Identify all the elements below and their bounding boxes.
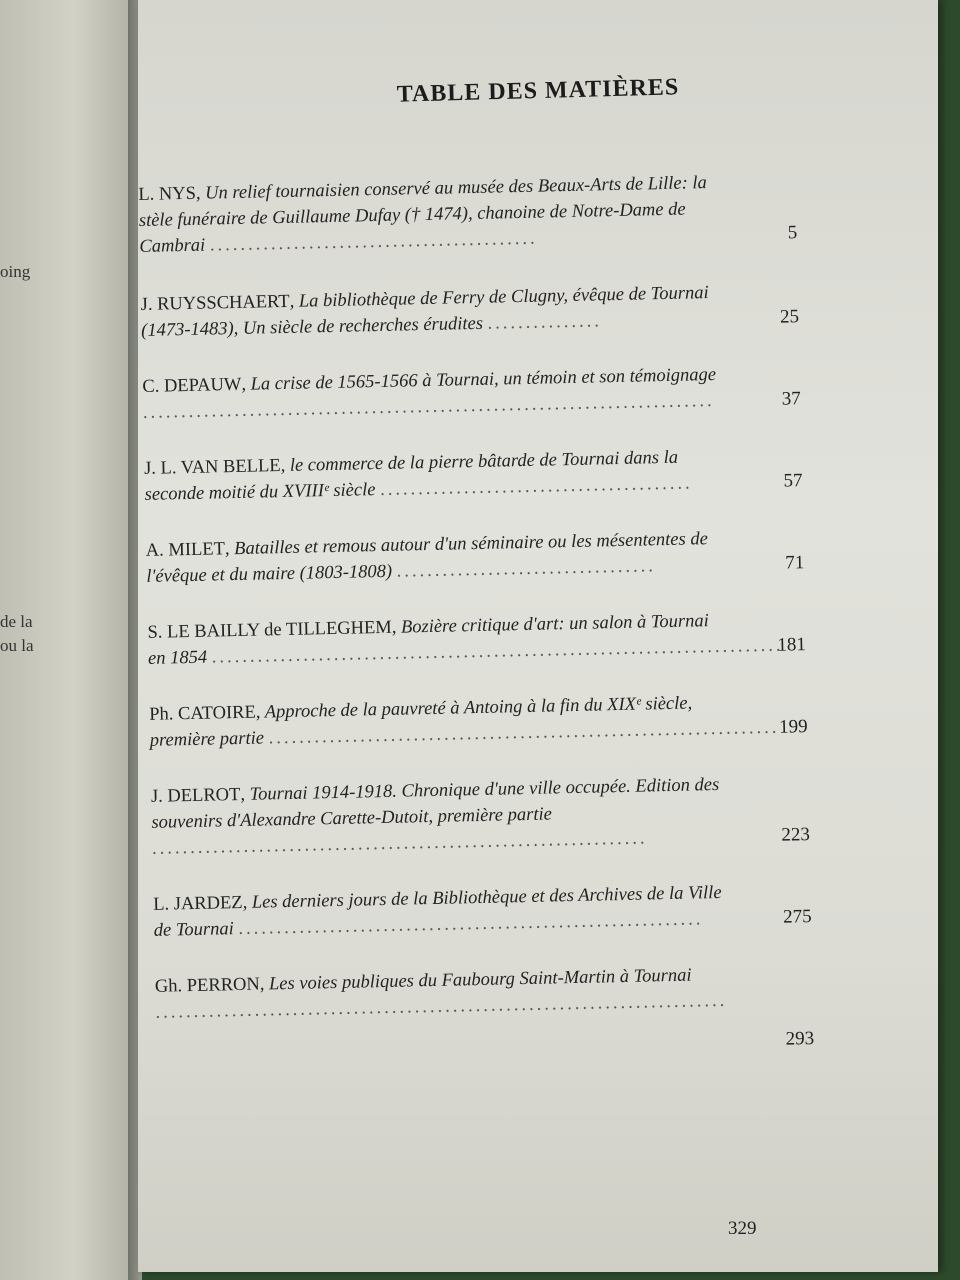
entry-page-number: 25 bbox=[779, 306, 800, 328]
entry-title: , Bozière critique d'art: un salon à Tournai en 1854 bbox=[147, 611, 709, 669]
entry-author: Gh. PERRON bbox=[154, 974, 260, 997]
left-page-fragment: de la bbox=[0, 612, 33, 631]
page-title: TABLE DES MATIÈRES bbox=[396, 74, 680, 108]
entry-author: J. DELROT bbox=[150, 784, 241, 807]
toc-entry: C. DEPAUW, La crise de 1565-1566 à Tournai, un témoin et son témoignage ........................................................................... 37 bbox=[142, 364, 801, 423]
entry-author: C. DEPAUW bbox=[142, 374, 242, 397]
entry-author: Ph. CATOIRE bbox=[149, 702, 257, 725]
entry-title: , Les derniers jours de la Bibliothèque et des Archives de la Ville de Tournai bbox=[153, 882, 722, 941]
entry-title: , La crise de 1565-1566 à Tournai, un témoin et son témoignage bbox=[241, 364, 717, 395]
entry-title: , Un relief tournaisien conservé au musée des Beaux-Arts de Lille: la stèle funéraire de Guillaume Dufay († 1474), chanoine de Notre-Dame de Cambrai bbox=[138, 173, 708, 257]
entry-author: J. RUYSSCHAERT bbox=[140, 291, 290, 315]
entry-title: , le commerce de la pierre bâtarde de Tournai dans la seconde moitié du XVIIIᵉ siècle bbox=[144, 447, 679, 505]
entry-page-number: 223 bbox=[781, 824, 811, 846]
toc-entry: J. L. VAN BELLE, le commerce de la pierre bâtarde de Tournai dans la seconde moitié du XVIIIᵉ siècle ......................................... 57 bbox=[143, 447, 803, 505]
entry-page-number: 37 bbox=[781, 388, 801, 410]
entry-page-number: 275 bbox=[782, 906, 812, 928]
page-folio-number: 329 bbox=[728, 1218, 757, 1239]
toc-entry: J. RUYSSCHAERT, La bibliothèque de Ferry de Clugny, évêque de Tournai (1473-1483), Un siècle de recherches érudites ............... 25 bbox=[140, 283, 800, 341]
left-page-fragment: oing bbox=[0, 262, 31, 281]
entry-title: , Approche de la pauvreté à Antoing à la fin du XIXᵉ siècle, première partie bbox=[149, 693, 693, 751]
entry-author: L. JARDEZ bbox=[153, 892, 243, 915]
entry-title: , Batailles et remous autour d'un séminaire ou les mésententes de l'évêque et du maire (1803-1808) bbox=[146, 529, 709, 587]
entry-page-number: 71 bbox=[784, 552, 805, 574]
toc-entry: Gh. PERRON, Les voies publiques du Faubourg Saint-Martin à Tournai ........................................................................... 293 bbox=[154, 965, 815, 1050]
right-page bbox=[138, 0, 938, 1272]
table-of-contents bbox=[138, 161, 938, 1050]
entry-page-number: 181 bbox=[777, 634, 807, 656]
entry-page-number: 57 bbox=[783, 470, 803, 492]
entry-author: A. MILET bbox=[145, 539, 226, 561]
entry-title: , Tournai 1914-1918. Chronique d'une ville occupée. Edition des souvenirs d'Alexandre Carette-Dutoit, première partie bbox=[151, 774, 720, 833]
toc-entry: S. LE BAILLY de TILLEGHEM, Bozière critique d'art: un salon à Tournai en 1854 ........................................................................... 181 bbox=[147, 611, 807, 669]
left-page-fragment: ou la bbox=[0, 636, 34, 655]
entry-title: , Les voies publiques du Faubourg Saint-Martin à Tournai bbox=[259, 965, 692, 995]
entry-title: , La bibliothèque de Ferry de Clugny, évêque de Tournai (1473-1483), Un siècle de recherches érudites bbox=[140, 283, 709, 341]
entry-page-number: 199 bbox=[778, 716, 808, 738]
entry-author: L. NYS bbox=[138, 183, 197, 205]
toc-entry: L. JARDEZ, Les derniers jours de la Bibliothèque et des Archives de la Ville de Tournai ............................................................. 275 bbox=[153, 882, 812, 941]
toc-entry: J. DELROT, Tournai 1914-1918. Chronique d'une ville occupée. Edition des souvenirs d'Alexandre Carette-Dutoit, première partie ................................................................. 223 bbox=[150, 774, 811, 859]
entry-page-number: 5 bbox=[787, 222, 798, 244]
entry-author: J. L. VAN BELLE bbox=[143, 456, 281, 479]
entry-author: S. LE BAILLY de TILLEGHEM bbox=[147, 617, 392, 643]
left-page bbox=[0, 0, 130, 1280]
toc-entry: A. MILET, Batailles et remous autour d'un séminaire ou les mésententes de l'évêque et du maire (1803-1808) .................................. 71 bbox=[145, 529, 805, 587]
toc-entry: Ph. CATOIRE, Approche de la pauvreté à Antoing à la fin du XIXᵉ siècle, première partie ................................................................... 199 bbox=[149, 693, 808, 751]
toc-entry: L. NYS, Un relief tournaisien conservé au musée des Beaux-Arts de Lille: la stèle funéraire de Guillaume Dufay († 1474), chanoine de Notre-Dame de Cambrai ........................................... 5 bbox=[138, 173, 798, 257]
entry-page-number: 293 bbox=[785, 1028, 815, 1050]
